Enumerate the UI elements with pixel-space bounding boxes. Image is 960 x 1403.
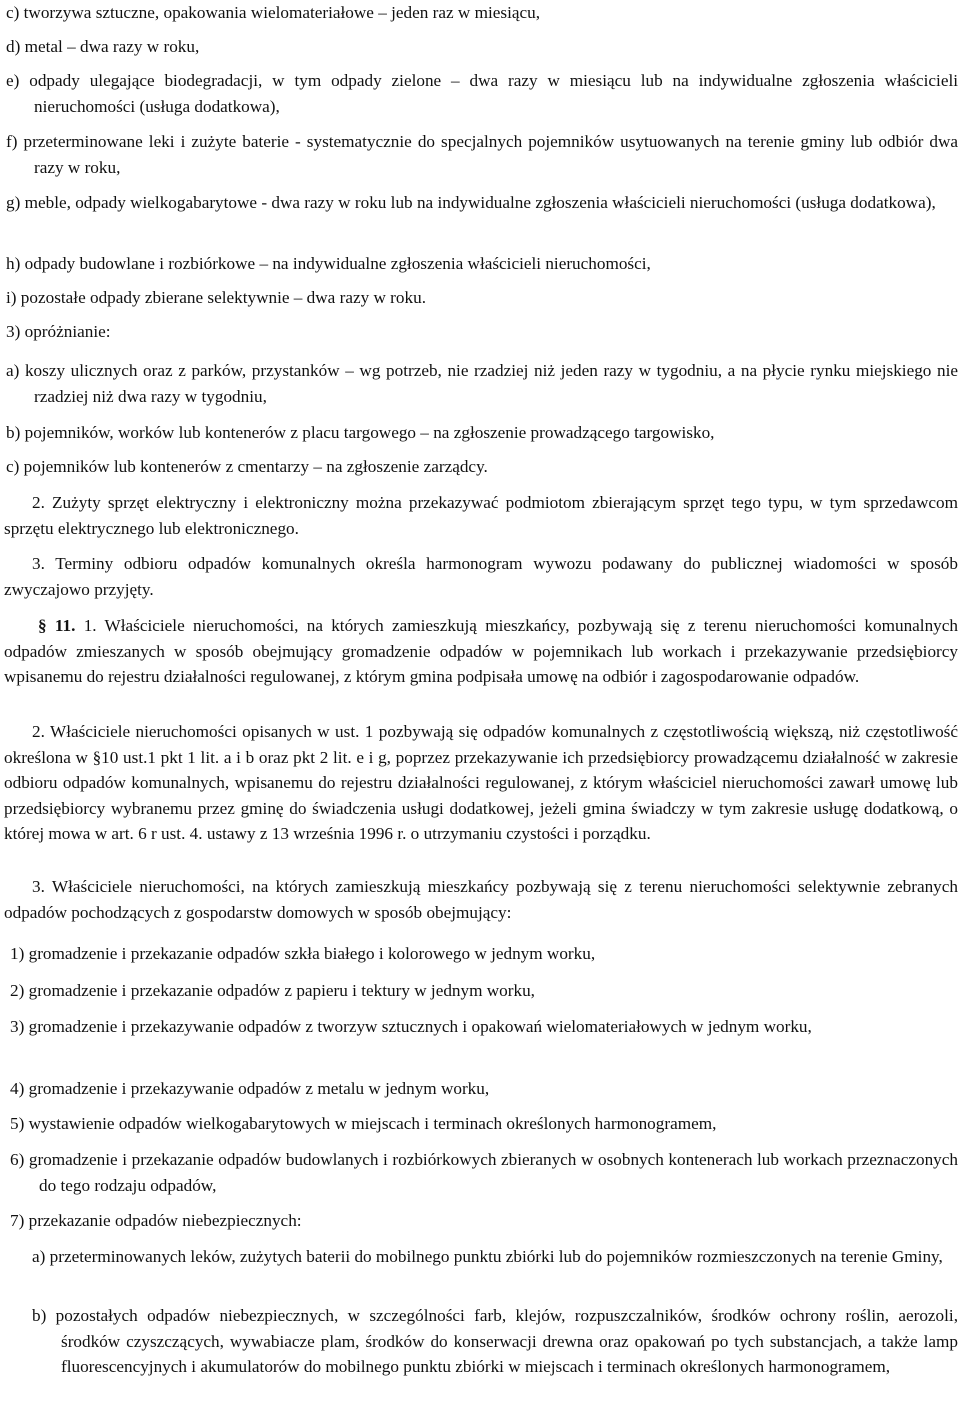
section-11-paragraph-1	[4, 613, 958, 690]
section-11-p1-text: 1. Właściciele nieruchomości, na których zamieszkują mieszkańcy, pozbywają się z terenu nieruchomości komunalnych odpadów zmieszanych w sposób obejmujący gromadzenie odpadów w pojemnikach lub workach i przekazywanie przedsiębiorcy wpisanemu do rejestru działalności regulowanej, z którym gmina podpisała umowę na odbiór i zagospodarowanie odpadów.	[4, 616, 958, 686]
method-item-3-plastics: 3) gromadzenie i przekazywanie odpadów z tworzyw sztucznych i opakowań wielomateriałowych w jednym worku,	[10, 1017, 812, 1036]
list-item-c-cemetery: c) pojemników lub kontenerów z cmentarzy – na zgłoszenie zarządcy.	[6, 457, 488, 476]
list-item-d-metal: d) metal – dwa razy w roku,	[6, 37, 200, 56]
method-item-4-metal: 4) gromadzenie i przekazywanie odpadów z metalu w jednym worku,	[10, 1079, 490, 1098]
paragraph-2-electronics: 2. Zużyty sprzęt elektryczny i elektroniczny można przekazywać podmiotom zbierającym sprzęt tego typu, w tym sprzedawcom sprzętu elektrycznego lub elektronicznego.	[4, 493, 958, 538]
hazardous-sub-a: a) przeterminowanych leków, zużytych baterii do mobilnego punktu zbiórki lub do pojemników rozmieszczonych na terenie Gminy,	[32, 1247, 943, 1266]
method-item-5-bulky: 5) wystawienie odpadów wielkogabarytowych w miejscach i terminach określonych harmonogramem,	[10, 1114, 717, 1133]
method-item-2-paper: 2) gromadzenie i przekazanie odpadów z papieru i tektury w jednym worku,	[10, 981, 535, 1000]
paragraph-3-schedule: 3. Terminy odbioru odpadów komunalnych określa harmonogram wywozu podawany do publicznej wiadomości w sposób zwyczajowo przyjęty.	[4, 554, 958, 599]
method-item-7-hazardous: 7) przekazanie odpadów niebezpiecznych:	[10, 1211, 302, 1230]
list-item-g-furniture: g) meble, odpady wielkogabarytowe - dwa razy w roku lub na indywidualne zgłoszenia właścicieli nieruchomości (usługa dodatkowa),	[6, 193, 936, 212]
method-item-1-glass: 1) gromadzenie i przekazanie odpadów szkła białego i kolorowego w jednym worku,	[10, 944, 596, 963]
list-item-e-biodegradable: e) odpady ulegające biodegradacji, w tym odpady zielone – dwa razy w miesiącu lub na indywidualne zgłoszenia właścicieli nieruchomości (usługa dodatkowa),	[6, 71, 958, 116]
method-item-6-construction: 6) gromadzenie i przekazanie odpadów budowlanych i rozbiórkowych zbieranych w osobnych kontenerach lub workach przeznaczonych do tego rodzaju odpadów,	[10, 1150, 958, 1195]
section-11-paragraph-3: 3. Właściciele nieruchomości, na których zamieszkują mieszkańcy pozbywają się z terenu nieruchomości selektywnie zebranych odpadów pochodzących z gospodarstw domowych w sposób obejmujący:	[4, 877, 958, 922]
list-item-h-construction: h) odpady budowlane i rozbiórkowe – na indywidualne zgłoszenia właścicieli nieruchomości,	[6, 254, 651, 273]
list-item-b-market-containers: b) pojemników, worków lub kontenerów z placu targowego – na zgłoszenie prowadzącego targowisko,	[6, 423, 715, 442]
list-item-c-plastics: c) tworzywa sztuczne, opakowania wielomateriałowe – jeden raz w miesiącu,	[6, 3, 541, 22]
list-item-f-medicines: f) przeterminowane leki i zużyte baterie - systematycznie do specjalnych pojemników usytuowanych na terenie gminy lub odbiór dwa razy w roku,	[6, 132, 958, 177]
list-heading-emptying: 3) opróżnianie:	[6, 322, 111, 341]
section-11-label: § 11.	[38, 616, 76, 635]
list-item-i-other: i) pozostałe odpady zbierane selektywnie – dwa razy w roku.	[6, 288, 426, 307]
hazardous-sub-b: b) pozostałych odpadów niebezpiecznych, w szczególności farb, klejów, rozpuszczalników, środków ochrony roślin, aerozoli, środków czyszczących, wywabiacze plam, środków do konserwacji drewna oraz opakowań po tych substancjach, a także lamp fluorescencyjnych i akumulatorów do mobilnego punktu zbiórki w miejscach i terminach określonych harmonogramem,	[32, 1306, 958, 1376]
section-11-paragraph-2: 2. Właściciele nieruchomości opisanych w ust. 1 pozbywają się odpadów komunalnych z częstotliwością większą, niż częstotliwość określona w §10 ust.1 pkt 1 lit. a i b oraz pkt 2 lit. e i g, poprzez przekazywanie ich przedsiębiorcy prowadzącemu działalność w zakresie odbioru odpadów komunalnych, wpisanemu do rejestru działalności regulowanej, z którym właściciel nieruchomości zawarł umowę lub przedsiębiorcy wybranemu przez gminę do świadczenia usługi dodatkowej, jeżeli gmina świadczy w tym zakresie usługę dodatkową, o której mowa w art. 6 r ust. 4. ustawy z 13 września 1996 r. o utrzymaniu czystości i porządku.	[4, 722, 958, 843]
list-item-a-street-bins: a) koszy ulicznych oraz z parków, przystanków – wg potrzeb, nie rzadziej niż jeden razy w tygodniu, a na płycie rynku miejskiego nie rzadziej niż dwa razy w tygodniu,	[6, 361, 958, 406]
